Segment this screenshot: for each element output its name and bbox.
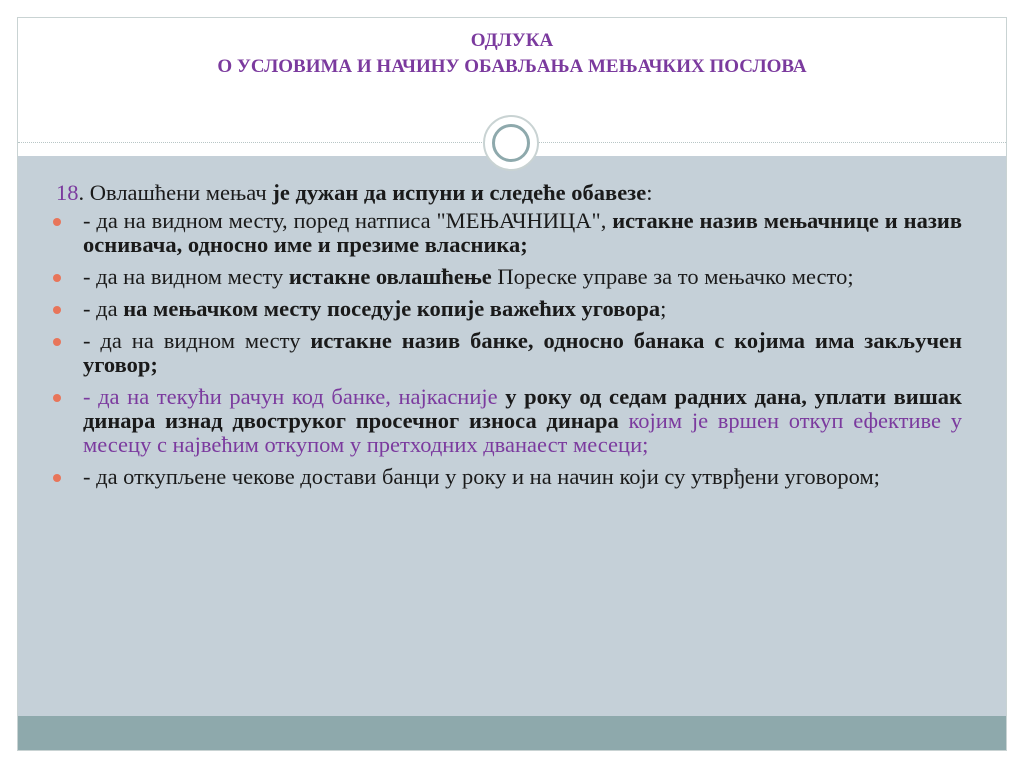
bullet-icon	[53, 338, 61, 346]
list-item	[56, 265, 962, 289]
intro-colon: :	[646, 180, 653, 205]
circle-ornament-icon	[483, 115, 539, 171]
slide-title-line-2: О УСЛОВИМА И НАЧИНУ ОБАВЉАЊА МЕЊАЧКИХ ПОСЛОВА	[217, 56, 807, 77]
list-item	[56, 329, 962, 377]
bullet-icon	[53, 218, 61, 226]
item-text: - да на текући рачун код банке, најкасније	[83, 384, 506, 409]
list-item	[56, 465, 962, 489]
item-bold: истакне назив мењачнице и назив оснивача, односно име и презиме власника;	[83, 208, 963, 257]
slide-body	[56, 181, 962, 497]
circle-ornament-inner	[492, 124, 530, 162]
item-bold: истакне овлашћење	[288, 264, 492, 289]
item-text: - да на видном месту, поред натписа "МЕЊАЧНИЦА",	[83, 208, 613, 233]
item-bold: истакне назив банке, односно банака с којима има закључен уговор;	[83, 328, 962, 377]
article-number: 18	[56, 180, 79, 205]
item-text: - да на видном месту	[83, 264, 289, 289]
item-text-tail: ;	[660, 296, 667, 321]
item-text: - да	[83, 296, 124, 321]
intro-paragraph	[56, 181, 962, 205]
footer-band	[18, 716, 1006, 750]
list-item	[56, 385, 962, 457]
item-bold: на мењачком месту поседује копије важећих уговора	[123, 296, 661, 321]
item-text-tail: Пореске управе за то мењачко место;	[491, 264, 854, 289]
item-text: - да откупљене чекове достави банци у року и на начин који су утврђени уговором;	[83, 464, 880, 489]
bullet-icon	[53, 394, 61, 402]
item-text-tail: којим је вршен откуп ефективе у месецу с највећим откупом у претходних дванаест месеци;	[83, 408, 962, 457]
obligations-list	[56, 209, 962, 489]
item-bold: у року од седам радних дана, уплати вишак динара изнад двоструког просечног износа динара	[83, 384, 962, 433]
intro-text: . Овлашћени мењач	[78, 180, 273, 205]
bullet-icon	[53, 274, 61, 282]
intro-bold: је дужан да испуни и следеће обавезе	[272, 180, 647, 205]
bullet-icon	[53, 306, 61, 314]
list-item	[56, 297, 962, 321]
bullet-icon	[53, 474, 61, 482]
list-item	[56, 209, 962, 257]
item-text: - да на видном месту	[83, 328, 311, 353]
slide-title-line-1: ОДЛУКА	[470, 30, 554, 51]
